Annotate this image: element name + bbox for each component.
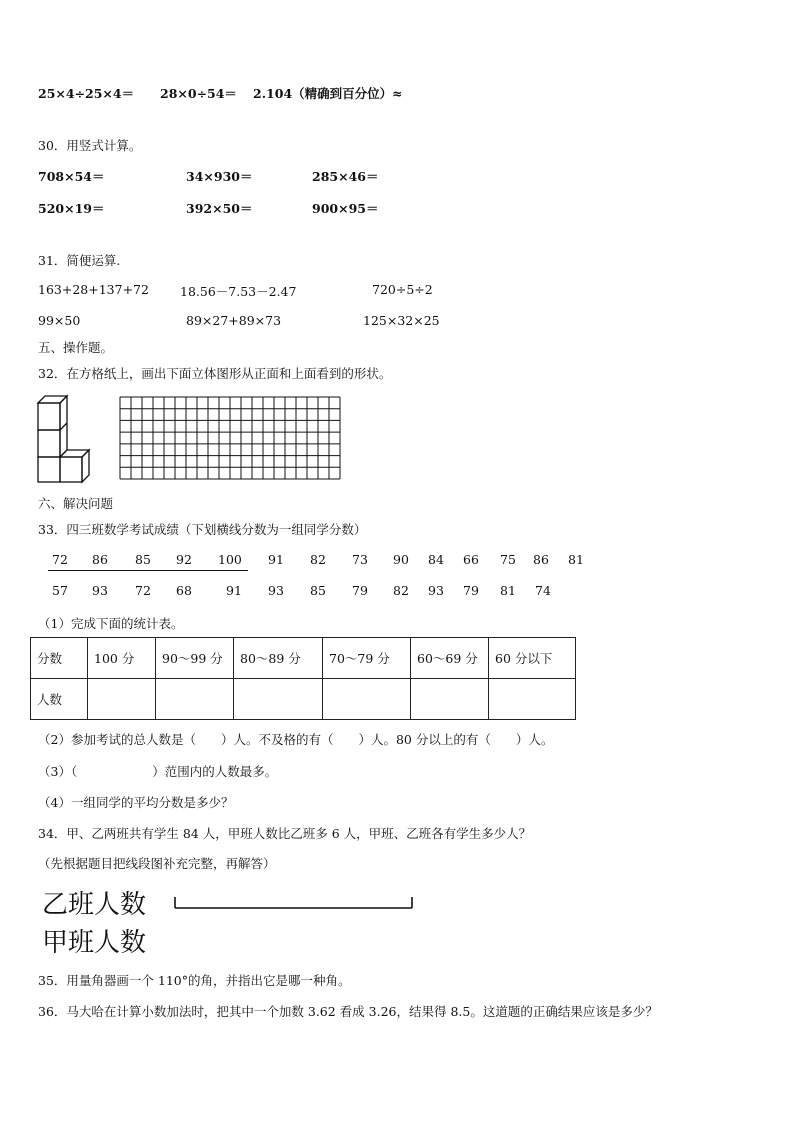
q31-expr: 125×32×25: [363, 313, 440, 328]
score-value: 93: [268, 583, 284, 598]
q30-expr: 520×19＝: [38, 201, 105, 216]
q36-title: 36．马大哈在计算小数加法时，把其中一个加数 3.62 看成 3.26，结果得 8.5。这道题的正确结果应该是多少？: [38, 1004, 658, 1019]
q34-title: 34．甲、乙两班共有学生 84 人，甲班人数比乙班多 6 人，甲班、乙班各有学生多少人？: [38, 826, 532, 841]
table-cell[interactable]: [411, 679, 489, 720]
score-value: 85: [310, 583, 326, 598]
table-header: 分数: [31, 638, 88, 679]
score-value: 86: [533, 552, 549, 567]
score-value: 90: [393, 552, 409, 567]
q33-title: 33．四三班数学考试成绩（下划横线分数为一组同学分数）: [38, 522, 367, 537]
q31-expr: 99×50: [38, 313, 81, 328]
q30-expr: 708×54＝: [38, 169, 105, 184]
table-row-label: 人数: [31, 679, 88, 720]
score-value: 93: [428, 583, 444, 598]
score-value: 81: [500, 583, 516, 598]
score-value: 79: [352, 583, 368, 598]
score-value: 72: [135, 583, 151, 598]
score-value: 82: [393, 583, 409, 598]
q30-expr: 285×46＝: [312, 169, 379, 184]
score-value: 74: [535, 583, 551, 598]
segment-line[interactable]: [172, 894, 418, 912]
score-value: 68: [176, 583, 192, 598]
q33-sub3: （3）（ ）范围内的人数最多。: [38, 764, 278, 779]
cube-figure: [36, 394, 92, 484]
score-value: 84: [428, 552, 444, 567]
q31-title: 31．简便运算.: [38, 253, 121, 268]
q35-title: 35．用量角器画一个 110°的角，并指出它是哪一种角。: [38, 973, 351, 988]
q31-expr: 720÷5÷2: [372, 282, 433, 297]
q30-expr: 34×930＝: [186, 169, 253, 184]
table-row: [31, 679, 576, 720]
score-value: 100: [218, 552, 242, 567]
q30-expr: 392×50＝: [186, 201, 253, 216]
grid-paper[interactable]: [119, 396, 341, 480]
table-header: 90～99 分: [156, 638, 234, 679]
expr-3: 2.104（精确到百分位）≈: [253, 86, 403, 101]
q30-title: 30．用竖式计算。: [38, 138, 142, 153]
table-header: 70～79 分: [323, 638, 411, 679]
score-value: 57: [52, 583, 68, 598]
score-value: 79: [463, 583, 479, 598]
table-header: 60 分以下: [489, 638, 576, 679]
table-header: 80～89 分: [234, 638, 323, 679]
label-class-b: 乙班人数: [42, 890, 147, 920]
score-value: 91: [268, 552, 284, 567]
score-value: 81: [568, 552, 584, 567]
table-cell[interactable]: [489, 679, 576, 720]
stats-table: [30, 637, 576, 720]
q33-sub1: （1）完成下面的统计表。: [38, 616, 184, 631]
section-heading: 五、操作题。: [38, 340, 114, 355]
score-value: 86: [92, 552, 108, 567]
table-cell[interactable]: [323, 679, 411, 720]
q33-sub2: （2）参加考试的总人数是（ ）人。不及格的有（ ）人。80 分以上的有（ ）人。: [38, 732, 554, 747]
score-value: 85: [135, 552, 151, 567]
score-value: 91: [226, 583, 242, 598]
section-heading: 六、解决问题: [38, 496, 114, 511]
expr-1: 25×4÷25×4＝: [38, 86, 135, 101]
q32-title: 32．在方格纸上，画出下面立体图形从正面和上面看到的形状。: [38, 366, 392, 381]
table-cell[interactable]: [234, 679, 323, 720]
score-value: 66: [463, 552, 479, 567]
q33-sub4: （4）一组同学的平均分数是多少？: [38, 795, 234, 810]
table-row: [31, 638, 576, 679]
score-value: 92: [176, 552, 192, 567]
score-value: 82: [310, 552, 326, 567]
score-value: 73: [352, 552, 368, 567]
score-value: 72: [52, 552, 68, 567]
score-value: 93: [92, 583, 108, 598]
q30-expr: 900×95＝: [312, 201, 379, 216]
q31-expr: 89×27+89×73: [186, 313, 282, 328]
table-header: 100 分: [88, 638, 156, 679]
q31-expr: 18.56－7.53－2.47: [180, 284, 297, 299]
table-header: 60～69 分: [411, 638, 489, 679]
underline-group: [48, 570, 248, 571]
table-cell[interactable]: [88, 679, 156, 720]
q34-note: （先根据题目把线段图补充完整，再解答）: [38, 856, 276, 871]
expr-2: 28×0÷54＝: [160, 86, 237, 101]
label-class-a: 甲班人数: [42, 928, 147, 958]
q31-expr: 163+28+137+72: [38, 282, 149, 297]
score-value: 75: [500, 552, 516, 567]
table-cell[interactable]: [156, 679, 234, 720]
